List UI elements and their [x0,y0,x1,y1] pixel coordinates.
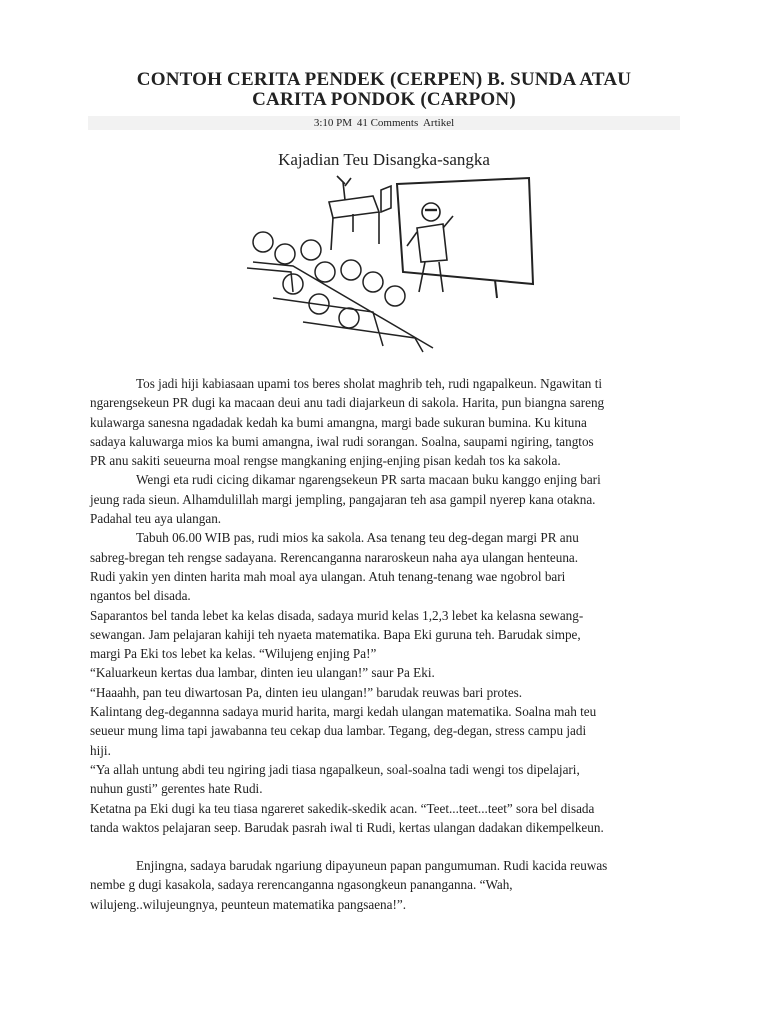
story-line: wilujeng..wilujeungnya, peunteun matematika pangsaena!”. [90,896,407,912]
story-line: sadaya kaluwarga mios ka bumi amangna, iwal rudi sorangan. Soalna, saupami ngiring, tangtos [90,433,594,449]
story-line: jeung rada sieun. Alhamdulillah margi jempling, pangajaran teh asa gampil nyerep kana otakna. [90,491,596,507]
story-body [90,374,690,914]
story-line: Saparantos bel tanda lebet ka kelas disada, sadaya murid kelas 1,2,3 lebet ka kelasna sewang- [90,607,584,623]
story-line: “Ya allah untung abdi teu ngiring jadi tiasa ngapalkeun, soal-soalna tadi wengi tos dipelajari, [90,761,580,777]
story-line: margi Pa Eki tos lebet ka kelas. “Wilujeng enjing Pa!” [90,646,377,662]
category-link[interactable]: Artikel [422,117,455,129]
story-line: “Haaahh, pan teu diwartosan Pa, dinten ieu ulangan!” barudak reuwas bari protes. [90,684,523,700]
story-line: PR anu sakiti seueurna moal rengse mangkaning enjing-enjing pisan kedah tos ka sakola. [90,453,561,469]
story-line: ngarengsekeun PR dugi ka macaan deui anu tadi diajarkeun di sakola. Harita, pun biangna sareng [90,395,605,411]
story-line: Tos jadi hiji kabiasaan upami tos beres sholat maghrib teh, rudi ngapalkeun. Ngawitan ti [136,376,603,391]
page-title [88,70,680,110]
page-title-line-2: CARITA PONDOK (CARPON) [252,89,516,110]
post-time: 3:10 PM [313,117,353,129]
comments-link[interactable]: 41 Comments [356,117,419,129]
story-line: Ketatna pa Eki dugi ka teu tiasa ngareret sakedik-skedik acan. “Teet...teet...teet” sora bel disada [90,800,595,816]
story-line: Enjingna, sadaya barudak ngariung dipayuneun papan pangumuman. Rudi kacida reuwas [136,858,608,874]
story-title: Kajadian Teu Disangka-sangka [278,150,490,169]
story-line: “Kaluarkeun kertas dua lambar, dinten ieu ulangan!” saur Pa Eki. [90,665,435,681]
story-line: Tabuh 06.00 WIB pas, rudi mios ka sakola. Asa tenang teu deg-degan margi PR anu [136,530,579,546]
post-meta-bar [88,116,680,130]
story-line: sabreg-bregan teh rengse sadayana. Rerencanganna nararoskeun naha aya ulangan henteuna. [90,549,579,565]
story-line: Padahal teu aya ulangan. [90,511,222,527]
story-line: kulawarga sanesna ngadadak kedah ka bumi amangna, margi bade sukuran bumina. Ku kituna [90,414,587,430]
story-line: Rudi yakin yen dinten harita mah moal aya ulangan. Atuh tenang-tenang wae ngobrol bari [90,568,566,584]
story-line: nembe g dugi kasakola, sadaya rerencanganna ngasongkeun pananganna. “Wah, [90,877,513,893]
page-title-line-1: CONTOH CERITA PENDEK (CERPEN) B. SUNDA ATAU [136,69,632,90]
classroom-illustration [233,172,536,354]
story-line: ngantos bel disada. [90,588,191,604]
story-line: hiji. [90,742,111,758]
story-line: Kalintang deg-degannna sadaya murid harita, margi kedah ulangan matematika. Soalna mah teu [90,704,597,720]
story-line: seueur mung lima tapi jawabanna teu cekap dua lambar. Tegang, deg-degan, stress campu jadi [90,723,587,739]
story-line: nuhun gusti” gerentes hate Rudi. [90,781,263,797]
story-line: Wengi eta rudi cicing dikamar ngarengsekeun PR sarta macaan buku kanggo enjing bari [136,472,601,488]
story-line: sewangan. Jam pelajaran kahiji teh nyaeta matematika. Bapa Eki guruna teh. Barudak simpe, [90,626,581,642]
story-line: tanda waktos pelajaran seep. Barudak pasrah iwal ti Rudi, kertas ulangan dadakan dikempelkeun. [90,819,604,835]
